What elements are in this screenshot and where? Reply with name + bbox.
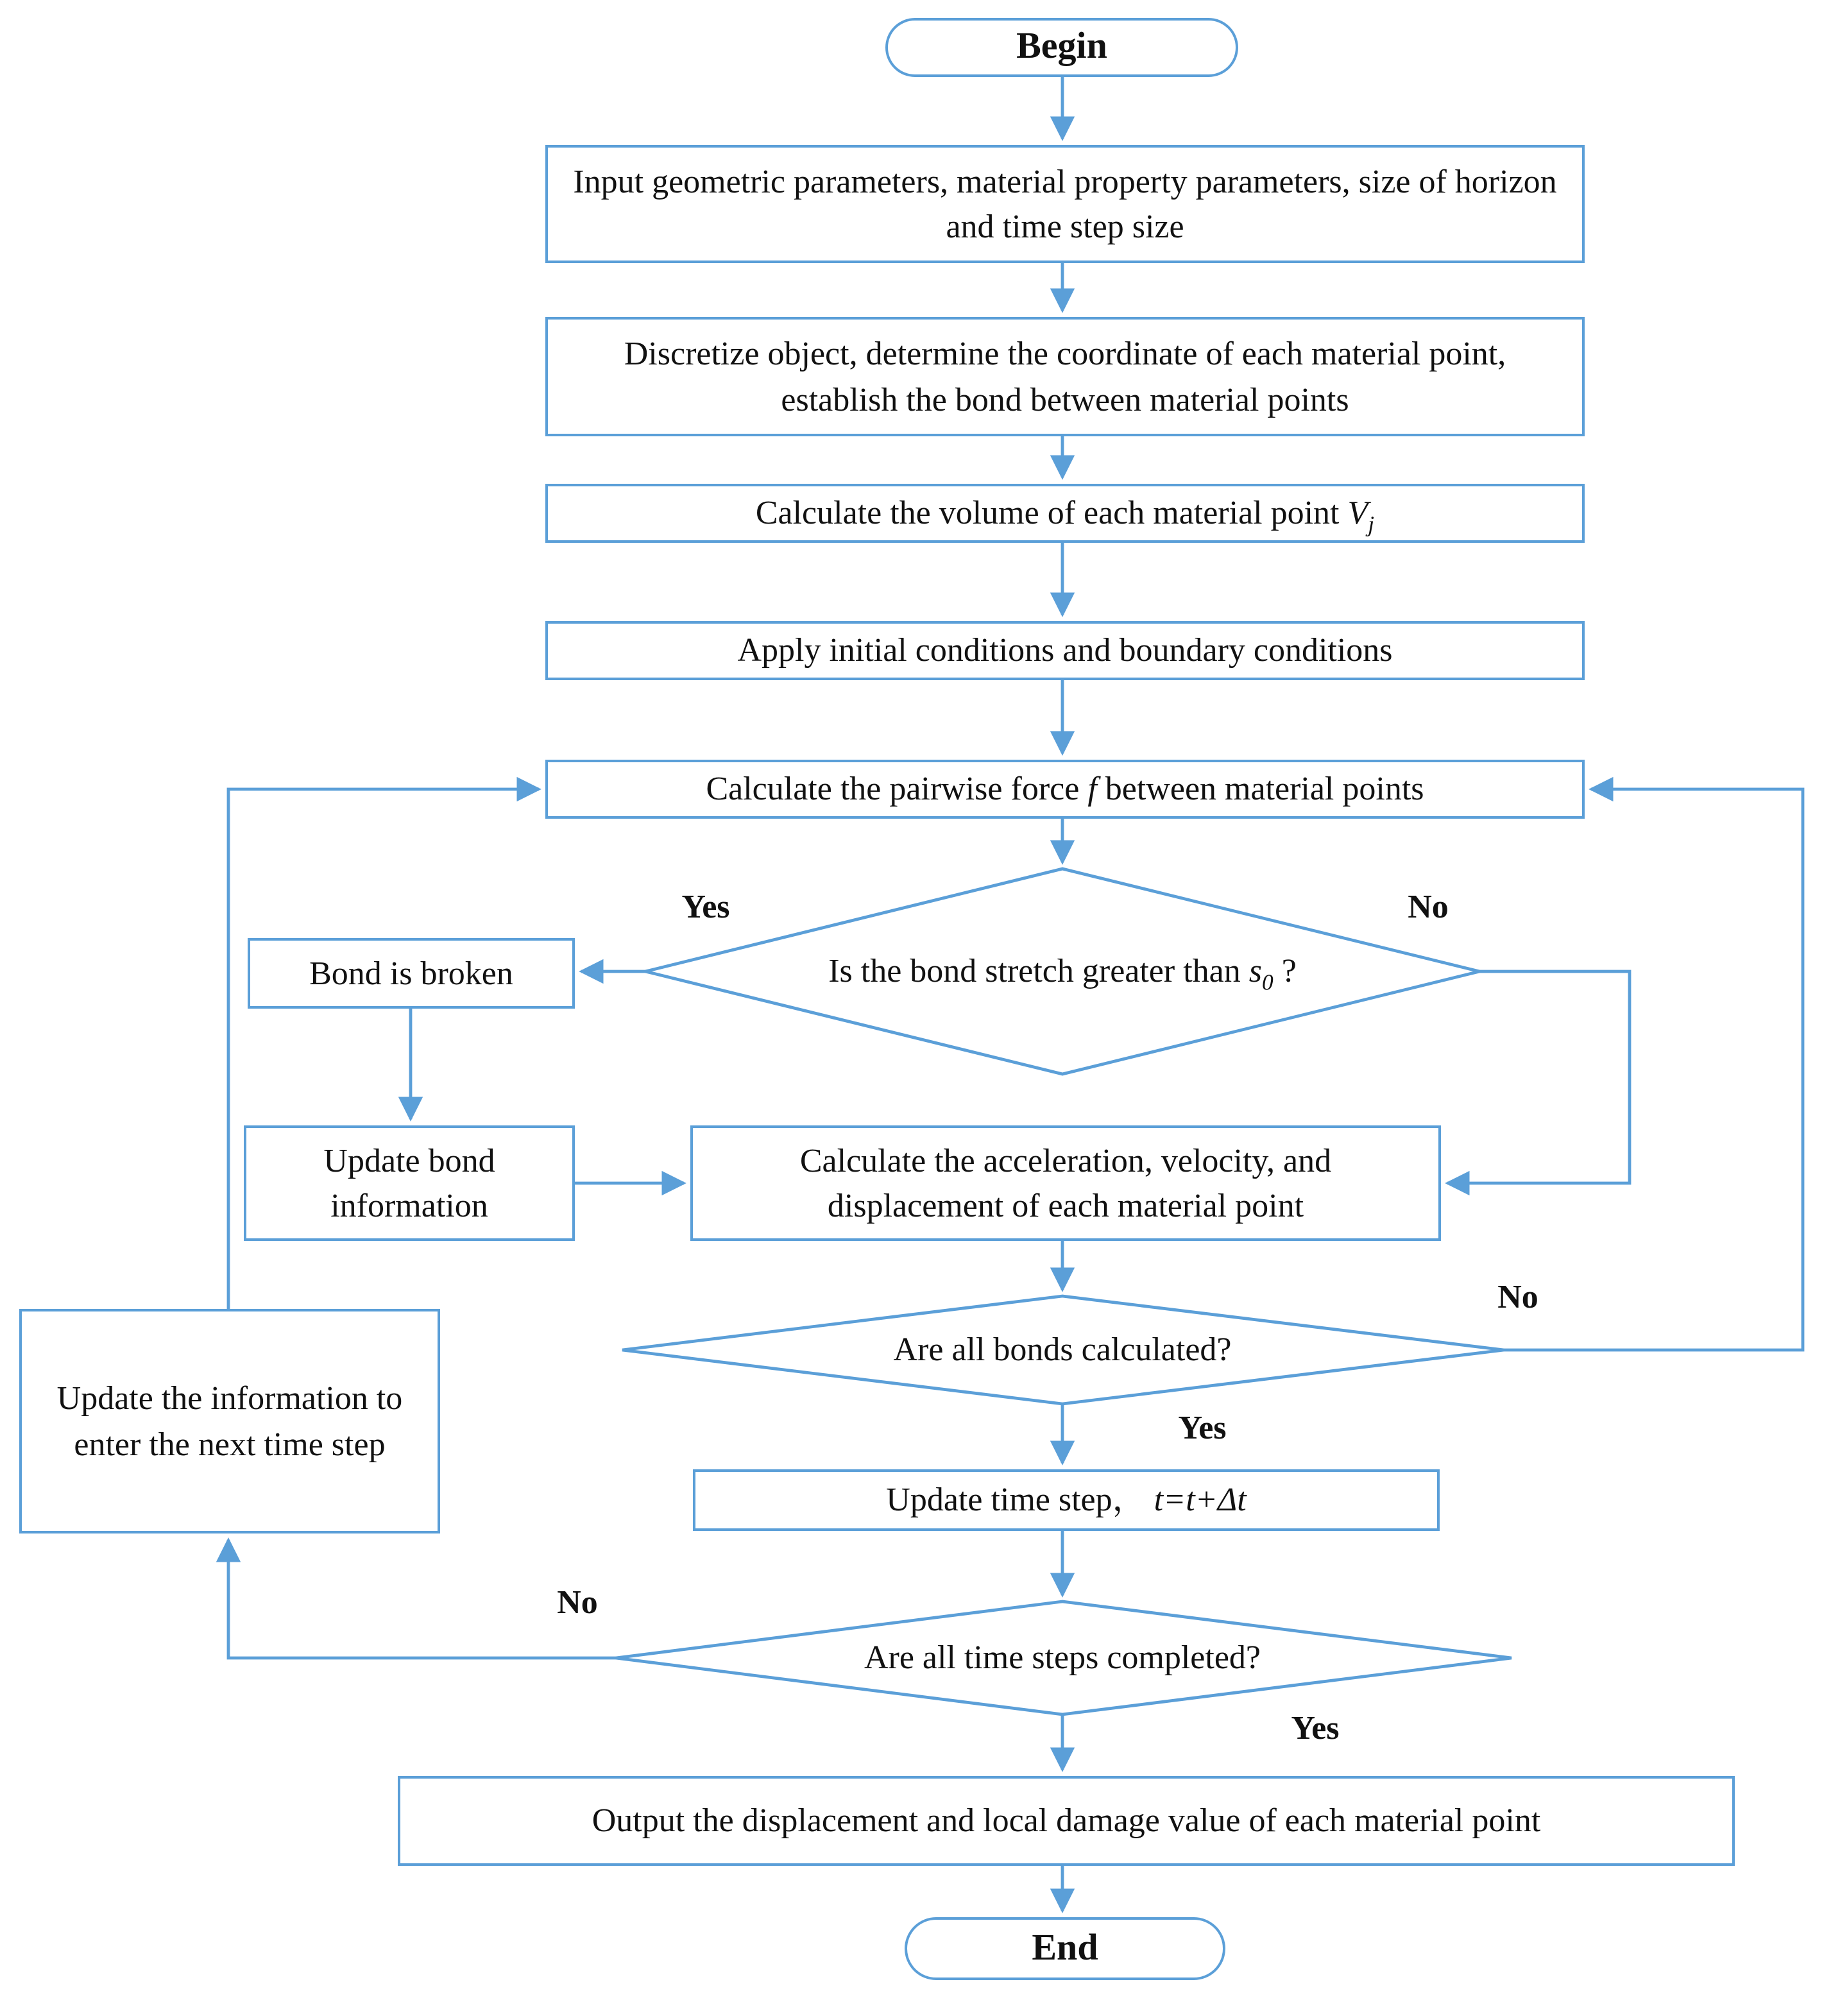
discretize-label: Discretize object, determine the coordinate of each material point, establish the bond between material points [624, 335, 1506, 418]
volume-label: Calculate the volume of each material point $V_j$ [755, 494, 1375, 538]
stretch-subscript: 0 [1262, 969, 1274, 995]
acceleration-label: Calculate the acceleration, velocity, and displacement of each material point [799, 1141, 1332, 1224]
apply-conditions-box [545, 621, 1585, 680]
pairwise-force-box [545, 760, 1585, 819]
input-parameters-box [545, 145, 1585, 263]
timesteps-no-label: No [557, 1584, 598, 1621]
timesteps-decision-label: Are all time steps completed? [864, 1639, 1261, 1677]
bond-broken-label: Bond is broken [309, 954, 513, 992]
update-time-label: Update time step， t=t+Δt [886, 1481, 1247, 1519]
bonds-no-label: No [1497, 1278, 1538, 1315]
bond-broken-box [248, 938, 575, 1009]
stretch-no-label: No [1408, 888, 1449, 925]
edge-bonds-no-pairwise [1504, 789, 1803, 1350]
update-time-box [693, 1469, 1440, 1531]
stretch-yes-label: Yes [681, 888, 730, 925]
volume-subscript: j [1368, 511, 1375, 538]
stretch-variable: s [1248, 952, 1262, 990]
bonds-decision-label: Are all bonds calculated? [893, 1331, 1232, 1369]
update-info-box [19, 1309, 440, 1533]
begin-label: Begin [1016, 26, 1107, 67]
timesteps-yes-label: Yes [1291, 1709, 1340, 1747]
volume-variable: V [1347, 494, 1368, 532]
update-info-label: Update the information to enter the next time step [56, 1380, 403, 1462]
input-parameters-label: Input geometric parameters, material property parameters, size of horizon and time step size [573, 162, 1557, 245]
stretch-decision-label: Is the bond stretch greater than $s_0$ ? [828, 952, 1297, 995]
bonds-yes-label: Yes [1178, 1409, 1227, 1446]
end-label: End [1032, 1927, 1098, 1969]
update-bond-label: Update bond information [323, 1141, 495, 1224]
begin-terminal [885, 18, 1238, 77]
discretize-box [545, 317, 1585, 436]
output-label: Output the displacement and local damage value of each material point [592, 1802, 1541, 1840]
force-variable: f [1087, 770, 1097, 808]
end-terminal [905, 1917, 1225, 1980]
time-equation: t=t+Δt [1154, 1481, 1247, 1519]
output-box [398, 1776, 1735, 1866]
volume-box [545, 484, 1585, 543]
edge-stretch-no-acceleration [1447, 971, 1630, 1183]
apply-conditions-label: Apply initial conditions and boundary conditions [737, 631, 1393, 669]
pairwise-force-label: Calculate the pairwise force f between material points [706, 770, 1424, 808]
acceleration-box [690, 1125, 1441, 1241]
update-bond-box [244, 1125, 575, 1241]
